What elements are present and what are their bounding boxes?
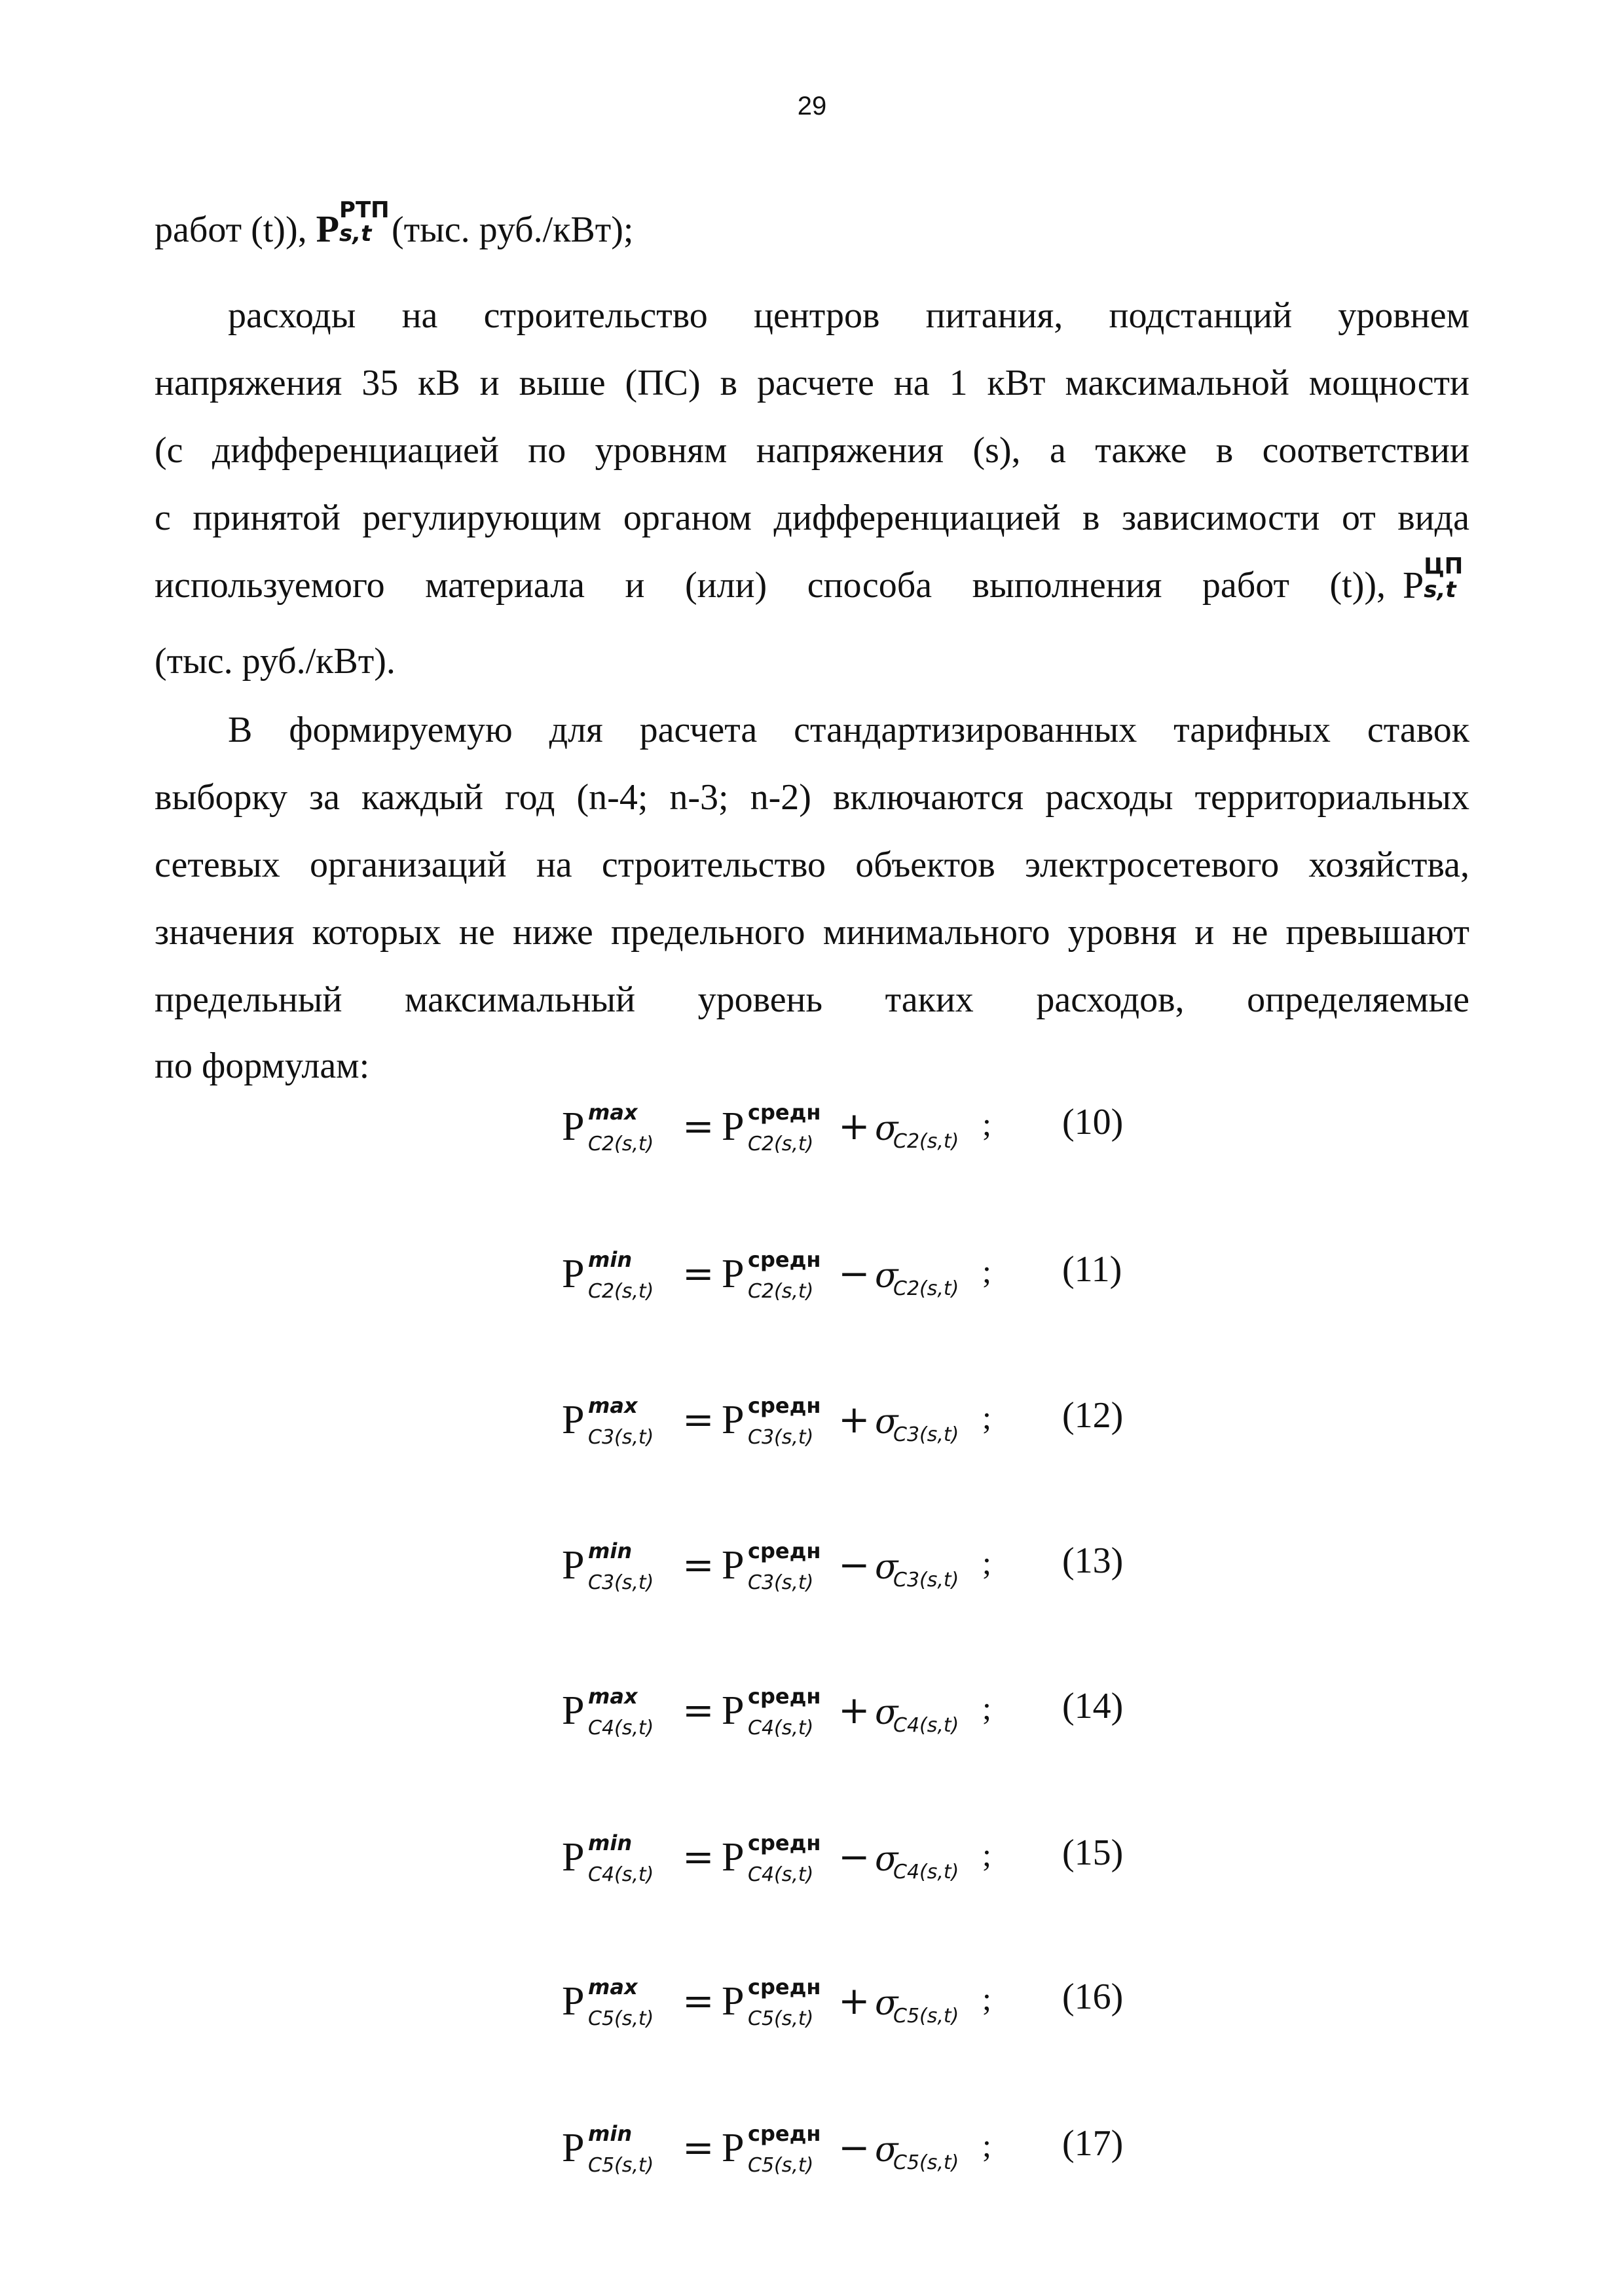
formula-equals: = <box>682 1834 714 1879</box>
formula-lhs-sup: max <box>588 1684 638 1709</box>
p1-line-2: напряжения 35 кВ и выше (ПС) в расчете на 1 кВт максимальной мощности <box>155 363 1469 403</box>
formula-sigma: σ <box>875 1693 898 1732</box>
formula-number: (13) <box>1062 1540 1124 1581</box>
symbol-p-cp <box>1403 553 1464 611</box>
formula-rhs-sup: средн <box>748 2121 821 2146</box>
formula-rhs-sub: C4(s,t) <box>748 1717 814 1740</box>
formula-sigma-sub: C5(s,t) <box>893 2151 959 2174</box>
p2-line-5: предельный максимальный уровень таких расходов, определяемые <box>155 979 1469 1020</box>
formula-semicolon: ; <box>982 2127 991 2164</box>
formula-number: (17) <box>1062 2123 1124 2164</box>
formula-sigma: σ <box>875 1984 898 2023</box>
formula-semicolon: ; <box>982 1399 991 1436</box>
formula-lhs-sup: max <box>588 1975 638 1999</box>
formula-equals: = <box>682 1251 714 1296</box>
formula-lhs-sub: C2(s,t) <box>588 1133 654 1156</box>
formula-sigma-sub: C5(s,t) <box>893 2005 959 2028</box>
formula-equals: = <box>682 1542 714 1587</box>
p1-line-6: (тыс. руб./кВт). <box>155 641 396 682</box>
formula-rhs-sub: C2(s,t) <box>748 1133 814 1156</box>
p2-line-6: по формулам: <box>155 1046 370 1086</box>
p1-line-3: (с дифференциацией по уровням напряжения (s), а также в соответствии <box>155 430 1469 471</box>
formula-lhs-symbol: P <box>562 1252 585 1296</box>
formula-rhs-symbol: P <box>722 1688 745 1733</box>
formula-lhs-symbol: P <box>562 1398 585 1442</box>
formula-lhs-symbol: P <box>562 1979 585 2024</box>
formula-lhs-sup: max <box>588 1393 638 1418</box>
formula-sigma: σ <box>875 1402 898 1442</box>
formula-sigma-sub: C2(s,t) <box>893 1130 959 1153</box>
formula-sigma: σ <box>875 1256 898 1296</box>
line1-text-after: (тыс. руб./кВт); <box>382 210 634 250</box>
p2-line-1: В формируемую для расчета стандартизированных тарифных ставок <box>228 710 1469 750</box>
formula-lhs-sup: min <box>588 2121 633 2146</box>
formula-lhs-symbol: P <box>562 1104 585 1149</box>
p2-line-3: сетевых организаций на строительство объектов электросетевого хозяйства, <box>155 845 1469 885</box>
p1-line-1: расходы на строительство центров питания, подстанций уровнем <box>228 295 1469 336</box>
formula-number: (12) <box>1062 1395 1124 1436</box>
formula-rhs-sub: C5(s,t) <box>748 2154 814 2177</box>
formula-rhs-sup: средн <box>748 1831 821 1855</box>
formula-equals: = <box>682 2125 714 2170</box>
formula-rhs-sub: C2(s,t) <box>748 1280 814 1303</box>
formula-semicolon: ; <box>982 1253 991 1290</box>
formula-equals: = <box>682 1104 714 1148</box>
formula-number: (11) <box>1062 1249 1122 1290</box>
text-line-1 <box>155 197 1469 256</box>
formula-sigma: σ <box>875 1548 898 1587</box>
formula-rhs-symbol: P <box>722 1252 745 1296</box>
formula-semicolon: ; <box>982 1836 991 1873</box>
formula-semicolon: ; <box>982 1980 991 2017</box>
formula-lhs-symbol: P <box>562 1835 585 1880</box>
formula-sigma-sub: C2(s,t) <box>893 1277 959 1300</box>
formula-rhs-symbol: P <box>722 1979 745 2024</box>
p1-line-5 <box>155 553 1469 611</box>
p2-line-4: значения которых не ниже предельного минимального уровня и не превышают <box>155 912 1469 953</box>
formula-lhs-sub: C5(s,t) <box>588 2007 654 2030</box>
formula-sigma-sub: C3(s,t) <box>893 1423 959 1446</box>
p2-line-2: выборку за каждый год (n-4; n-3; n-2) включаются расходы территориальных <box>155 777 1469 818</box>
formula-equals: = <box>682 1397 714 1442</box>
formula-number: (14) <box>1062 1686 1124 1726</box>
symbol-sup: РТП <box>339 197 390 223</box>
formula-rhs-symbol: P <box>722 2126 745 2170</box>
formula-operator: + <box>838 1978 870 2023</box>
formula-lhs-sup: max <box>588 1100 638 1125</box>
formula-lhs-sub: C5(s,t) <box>588 2154 654 2177</box>
formula-sigma: σ <box>875 1109 898 1148</box>
symbol-sup: ЦП <box>1424 553 1464 579</box>
formula-semicolon: ; <box>982 1544 991 1581</box>
formula-rhs-sup: средн <box>748 1975 821 1999</box>
formula-lhs-symbol: P <box>562 1688 585 1733</box>
formula-semicolon: ; <box>982 1106 991 1142</box>
page-number: 29 <box>797 92 827 120</box>
formula-lhs-sub: C3(s,t) <box>588 1571 654 1594</box>
formula-operator: + <box>838 1104 870 1148</box>
formula-lhs-sub: C3(s,t) <box>588 1426 654 1449</box>
formula-lhs-sub: C4(s,t) <box>588 1863 654 1886</box>
formula-rhs-symbol: P <box>722 1104 745 1149</box>
formula-number: (10) <box>1062 1102 1124 1142</box>
formula-operator: − <box>838 1251 870 1296</box>
symbol-p-rtp <box>316 197 390 255</box>
formula-operator: + <box>838 1397 870 1442</box>
formula-operator: + <box>838 1688 870 1732</box>
formula-sigma-sub: C4(s,t) <box>893 1861 959 1884</box>
formula-lhs-sub: C2(s,t) <box>588 1280 654 1303</box>
formula-lhs-symbol: P <box>562 2126 585 2170</box>
formula-rhs-sup: средн <box>748 1684 821 1709</box>
formula-rhs-sup: средн <box>748 1100 821 1125</box>
formula-rhs-sup: средн <box>748 1247 821 1272</box>
formula-rhs-sub: C3(s,t) <box>748 1426 814 1449</box>
formula-number: (15) <box>1062 1832 1124 1873</box>
formula-operator: − <box>838 1834 870 1879</box>
line1-text-before: работ (t)), <box>155 210 316 250</box>
formula-sigma-sub: C3(s,t) <box>893 1569 959 1592</box>
symbol-base: P <box>1403 564 1424 606</box>
p1-line-5-text: используемого материала и (или) способа выполнения работ (t)), <box>155 565 1386 606</box>
formula-number: (16) <box>1062 1977 1124 2017</box>
formula-sigma: σ <box>875 1840 898 1879</box>
formula-lhs-sup: min <box>588 1831 633 1855</box>
formula-equals: = <box>682 1688 714 1732</box>
symbol-sub: s,t <box>339 221 372 247</box>
formula-operator: − <box>838 1542 870 1587</box>
formula-rhs-sub: C4(s,t) <box>748 1863 814 1886</box>
formula-sigma: σ <box>875 2130 898 2170</box>
formula-semicolon: ; <box>982 1690 991 1726</box>
formula-rhs-symbol: P <box>722 1543 745 1588</box>
symbol-base: P <box>316 208 340 250</box>
symbol-sub: s,t <box>1424 577 1456 603</box>
formula-rhs-sup: средн <box>748 1539 821 1563</box>
formula-rhs-sub: C5(s,t) <box>748 2007 814 2030</box>
formula-lhs-sup: min <box>588 1539 633 1563</box>
formula-lhs-symbol: P <box>562 1543 585 1588</box>
formula-equals: = <box>682 1978 714 2023</box>
formula-rhs-sup: средн <box>748 1393 821 1418</box>
formula-rhs-sub: C3(s,t) <box>748 1571 814 1594</box>
formula-rhs-symbol: P <box>722 1835 745 1880</box>
formula-sigma-sub: C4(s,t) <box>893 1714 959 1737</box>
formula-rhs-symbol: P <box>722 1398 745 1442</box>
formula-lhs-sup: min <box>588 1247 633 1272</box>
p1-line-4: с принятой регулирующим органом дифференциацией в зависимости от вида <box>155 498 1469 538</box>
formula-lhs-sub: C4(s,t) <box>588 1717 654 1740</box>
formula-operator: − <box>838 2125 870 2170</box>
